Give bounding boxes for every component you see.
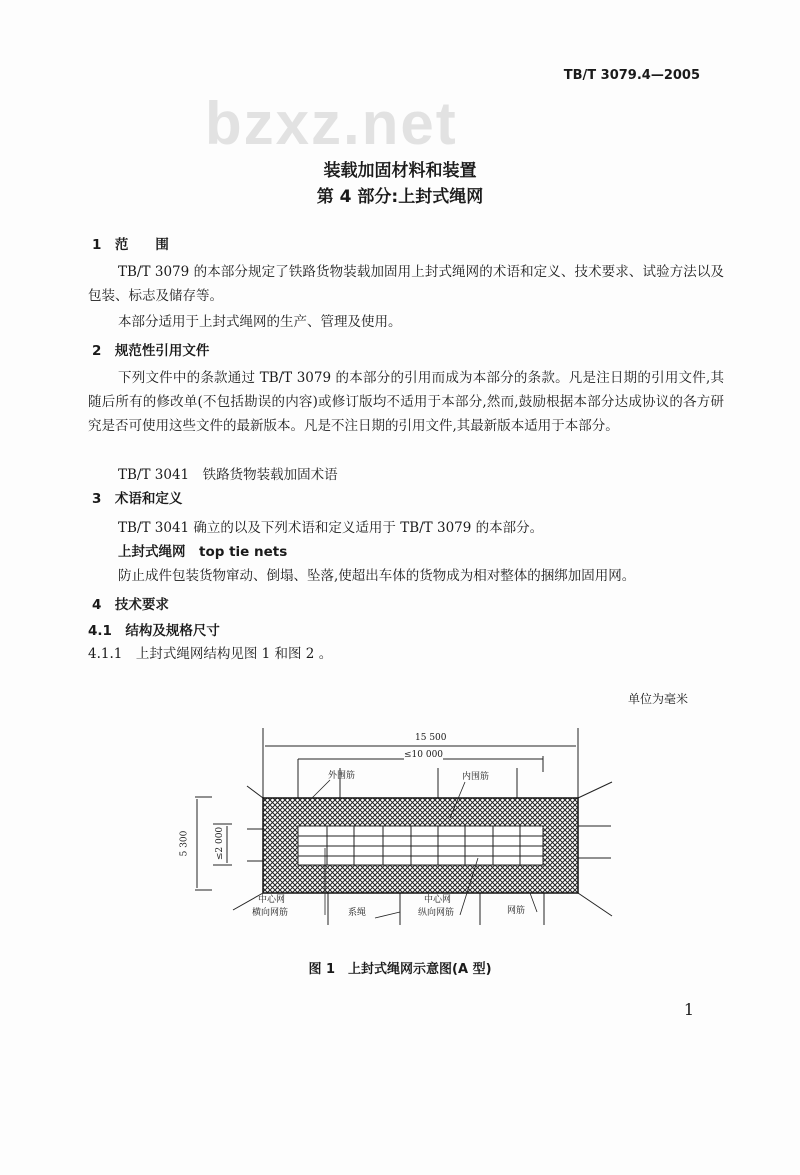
section-3-heading: 3 术语和定义 [92, 491, 183, 507]
dim-total-length: 15 500 [415, 733, 447, 743]
page-number: 1 [683, 1000, 694, 1019]
dim-total-width: 5 300 [179, 830, 190, 857]
unit-note: 单位为毫米 [627, 692, 688, 706]
figure-caption: 图 1 上封式绳网示意图(A 型) [308, 962, 492, 977]
title-line-1: 装载加固材料和装置 [323, 161, 477, 181]
section-3-definition: 防止成件包装货物窜动、倒塌、坠落,使超出车体的货物成为相对整体的捆绑加固用网。 [118, 568, 636, 584]
section-1-para-1: TB/T 3079 的本部分规定了铁路货物装载加固用上封式绳网的术语和定义、技术要求、试验方法以及包装、标志及储存等。 [88, 264, 724, 304]
dim-inner-width: ≤2 000 [215, 826, 226, 861]
label-center-transverse-2: 横向网筋 [252, 908, 289, 918]
section-4-1-1: 4.1.1 上封式绳网结构见图 1 和图 2 。 [88, 646, 333, 662]
dim-inner-length: ≤10 000 [404, 750, 444, 760]
section-3-term: 上封式绳网 top tie nets [118, 544, 288, 560]
watermark: bzxz.net [205, 90, 458, 157]
section-3-para-1: TB/T 3041 确立的以及下列术语和定义适用于 TB/T 3079 的本部分。 [118, 520, 544, 536]
section-4-1-heading: 4.1 结构及规格尺寸 [88, 623, 220, 639]
label-center-longitudinal-1: 中心网 [424, 895, 452, 905]
section-2-reference: TB/T 3041 铁路货物装载加固术语 [118, 467, 338, 483]
title-line-2: 第 4 部分:上封式绳网 [316, 187, 484, 207]
standard-number: TB/T 3079.4—2005 [563, 68, 700, 83]
section-1-para-2: 本部分适用于上封式绳网的生产、管理及使用。 [118, 314, 402, 330]
label-center-transverse-1: 中心网 [258, 895, 286, 905]
section-1-heading: 1 范 围 [92, 237, 169, 253]
label-tie-rope: 系绳 [348, 908, 367, 918]
label-outer-rib: 外围筋 [328, 771, 356, 781]
label-center-longitudinal-2: 纵向网筋 [418, 908, 455, 918]
label-net-rib: 网筋 [507, 906, 526, 916]
label-inner-rib: 内围筋 [462, 772, 490, 782]
section-2-para-1: 下列文件中的条款通过 TB/T 3079 的本部分的引用而成为本部分的条款。凡是注日期的引用文件,其随后所有的修改单(不包括勘误的内容)或修订版均不适用于本部分,然而,鼓励根据本部分达成协议的各方研究是否可使用这些文件的最新版本。凡是不注日期的引用文件,其最新版本适用于本部分。 [88, 370, 724, 434]
center-net-grid [298, 826, 543, 865]
section-2-heading: 2 规范性引用文件 [92, 343, 210, 359]
section-4-heading: 4 技术要求 [92, 597, 169, 613]
